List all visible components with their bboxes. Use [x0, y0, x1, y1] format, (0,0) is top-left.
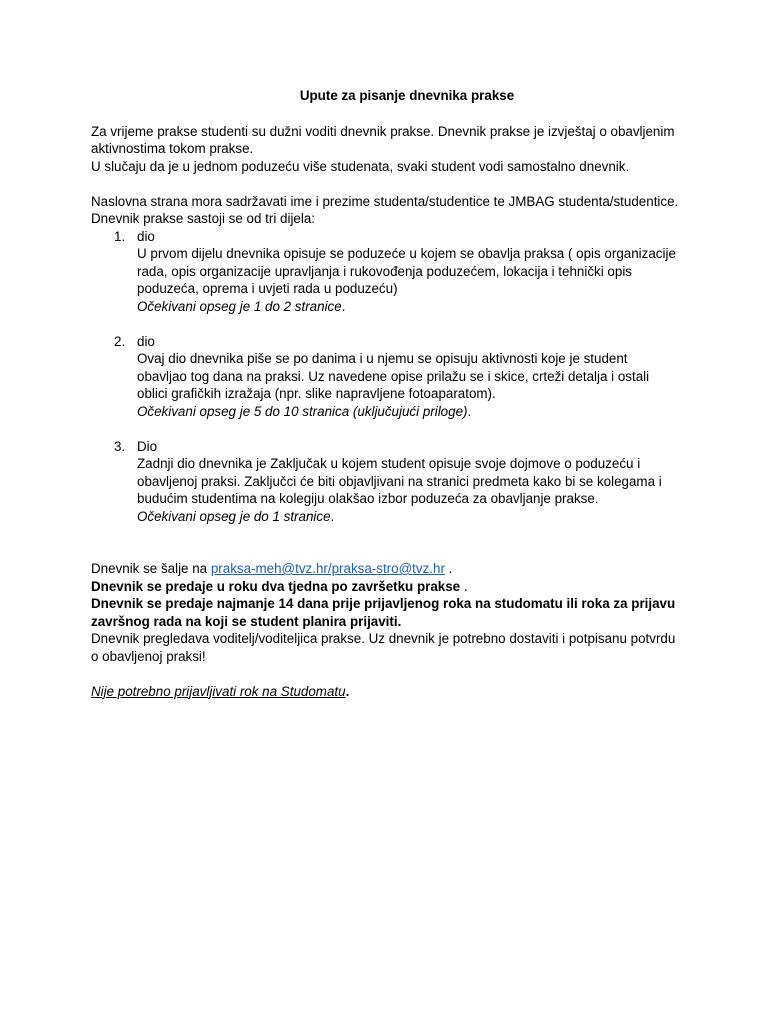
section-number: 1.	[114, 228, 126, 244]
cover-paragraph-2: Dnevnik prakse sastoji se od tri dijela:	[91, 211, 316, 226]
submission-prefix: Dnevnik se šalje na	[91, 561, 211, 576]
note-line	[91, 683, 681, 701]
section-heading: dio	[137, 228, 155, 244]
spacer	[91, 420, 681, 438]
section-heading: dio	[137, 333, 155, 349]
list-item-section-1	[91, 228, 681, 316]
section-scope-end: .	[341, 298, 346, 314]
deadline-1-text: Dnevnik se predaje u roku dva tjedna po završetku prakse	[91, 578, 461, 594]
section-scope	[137, 508, 681, 526]
list-item-section-3	[91, 438, 681, 526]
deadline-line-1	[91, 578, 681, 596]
intro-paragraph-2: U slučaju da je u jednom poduzeću više studenata, svaki student vodi samostalno dnevnik.	[91, 158, 630, 174]
section-scope-text: Očekivani opseg je do 1 stranice	[137, 508, 331, 524]
section-scope	[137, 403, 681, 421]
spacer	[91, 525, 681, 543]
document-title: Upute za pisanje dnevnika prakse	[299, 88, 515, 103]
section-body: Zadnji dio dnevnika je Zaključak u kojem student opisuje svoje dojmove o poduzeću i obavljenoj praksi. Zaključci će biti objavljivani na stranici predmeta kako bi se kolegama i budućim studentima na kolegiju olakšao izbor poduzeća za obavljanje prakse.	[137, 456, 662, 506]
deadline-line-2: Dnevnik se predaje najmanje 14 dana prije prijavljenog roka na studomatu ili roka za prijavu završnog rada na koji se student planira prijaviti.	[91, 596, 676, 629]
deadline-1-suffix: .	[460, 578, 468, 594]
section-scope-text: Očekivani opseg je 5 do 10 stranica (uključujući priloge)	[137, 403, 468, 419]
submission-line	[91, 560, 681, 578]
note-text: Nije potrebno prijavljivati rok na Studomatu	[91, 683, 346, 699]
section-body: Ovaj dio dnevnika piše se po danima i u njemu se opisuju aktivnosti koje je student obavljao tog dana na praksi. Uz navedene opise prilažu se i skice, crteži detalja i ostali oblici grafičkih izražaja (npr. slike napravljene fotoaparatom).	[137, 351, 650, 401]
document-page	[91, 87, 681, 700]
note-suffix: .	[345, 683, 350, 699]
submission-suffix: .	[444, 561, 453, 576]
section-number: 3.	[114, 438, 126, 454]
spacer	[91, 543, 681, 561]
sections-list	[91, 228, 681, 526]
section-scope-text: Očekivani opseg je 1 do 2 stranice	[137, 298, 342, 314]
spacer	[91, 315, 681, 333]
section-number: 2.	[114, 333, 126, 349]
section-heading: Dio	[137, 438, 158, 454]
section-body: U prvom dijelu dnevnika opisuje se poduzeće u kojem se obavlja praksa ( opis organizacije rada, opis organizacije upravljanja i rukovođenja poduzećem, lokacija i tehnički opis poduzeća, oprema i uvjeti rada u poduzeću)	[137, 246, 676, 296]
review-paragraph: Dnevnik pregledava voditelj/voditeljica prakse. Uz dnevnik je potrebno dostaviti i potpisanu potvrdu o obavljenoj praksi!	[91, 631, 676, 664]
section-scope-end: .	[467, 403, 472, 419]
intro-paragraph-1: Za vrijeme prakse studenti su dužni voditi dnevnik prakse. Dnevnik prakse je izvještaj o obavljenim aktivnostima tokom prakse.	[91, 123, 675, 156]
list-item-section-2	[91, 333, 681, 421]
email-link[interactable]: praksa-meh@tvz.hr/praksa-stro@tvz.hr	[210, 561, 445, 576]
cover-paragraph-1: Naslovna strana mora sadržavati ime i prezime studenta/studentice te JMBAG studenta/studentice.	[91, 193, 679, 209]
spacer	[91, 665, 681, 683]
section-scope	[137, 298, 681, 316]
spacer	[91, 175, 681, 193]
section-scope-end: .	[330, 508, 335, 524]
